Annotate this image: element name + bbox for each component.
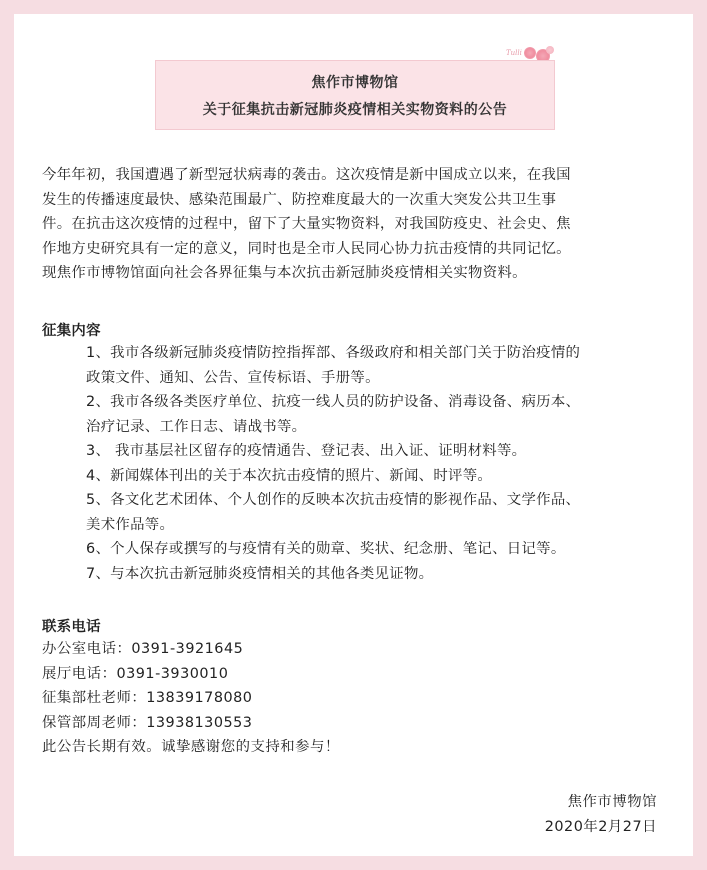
signature-block	[545, 790, 657, 839]
intro-line: 今年年初，我国遭遇了新型冠状病毒的袭击。这次疫情是新中国成立以来，在我国	[42, 167, 571, 183]
contact-list	[42, 637, 340, 760]
list-item: 4、新闻媒体刊出的关于本次抗击疫情的照片、新闻、时评等。	[86, 467, 493, 484]
list-item: 5、各文化艺术团体、个人创作的反映本次抗击疫情的影视作品、文学作品、	[86, 492, 581, 508]
contact-storage-phone: 保管部周老师：13938130553	[42, 714, 253, 731]
closing-note: 此公告长期有效。诚挚感谢您的支持和参与！	[42, 739, 340, 755]
contact-heading: 联系电话	[42, 619, 101, 635]
intro-line: 件。在抗击这次疫情的过程中，留下了大量实物资料，对我国防疫史、社会史、焦	[42, 216, 571, 232]
flower-icon	[546, 46, 554, 54]
list-item: 治疗记录、工作日志、请战书等。	[86, 418, 307, 435]
contact-office-phone: 办公室电话：0391-3921645	[42, 641, 244, 657]
contact-collection-phone: 征集部杜老师：13839178080	[42, 690, 253, 706]
collection-list	[86, 341, 686, 586]
collection-heading: 征集内容	[42, 323, 101, 339]
intro-paragraph	[42, 163, 672, 286]
list-item: 1、我市各级新冠肺炎疫情防控指挥部、各级政府和相关部门关于防治疫情的	[86, 345, 581, 361]
intro-line: 现焦作市博物馆面向社会各界征集与本次抗击新冠肺炎疫情相关实物资料。	[42, 265, 527, 281]
signature-org: 焦作市博物馆	[567, 794, 657, 810]
list-item: 6、个人保存或撰写的与疫情有关的勋章、奖状、纪念册、笔记、日记等。	[86, 541, 566, 557]
title-subject: 关于征集抗击新冠肺炎疫情相关实物资料的公告	[202, 102, 508, 118]
list-item: 7、与本次抗击新冠肺炎疫情相关的其他各类见证物。	[86, 565, 434, 582]
list-item: 2、我市各级各类医疗单位、抗疫一线人员的防护设备、消毒设备、病历本、	[86, 394, 581, 410]
list-item: 美术作品等。	[86, 516, 175, 533]
list-item: 政策文件、通知、公告、宣传标语、手册等。	[86, 369, 380, 386]
contact-hall-phone: 展厅电话：0391-3930010	[42, 665, 229, 682]
title-box	[155, 60, 555, 130]
flower-icon	[524, 47, 536, 59]
signature-date: 2020年2月27日	[544, 818, 657, 835]
title-org: 焦作市博物馆	[311, 75, 399, 91]
list-item: 3、 我市基层社区留存的疫情通告、登记表、出入证、证明材料等。	[86, 443, 527, 459]
decor-text: Tulli	[506, 49, 522, 57]
intro-line: 发生的传播速度最快、感染范围最广、防控难度最大的一次重大突发公共卫生事	[42, 191, 557, 208]
intro-line: 作地方史研究具有一定的意义，同时也是全市人民同心协力抗击疫情的共同记忆。	[42, 240, 571, 257]
